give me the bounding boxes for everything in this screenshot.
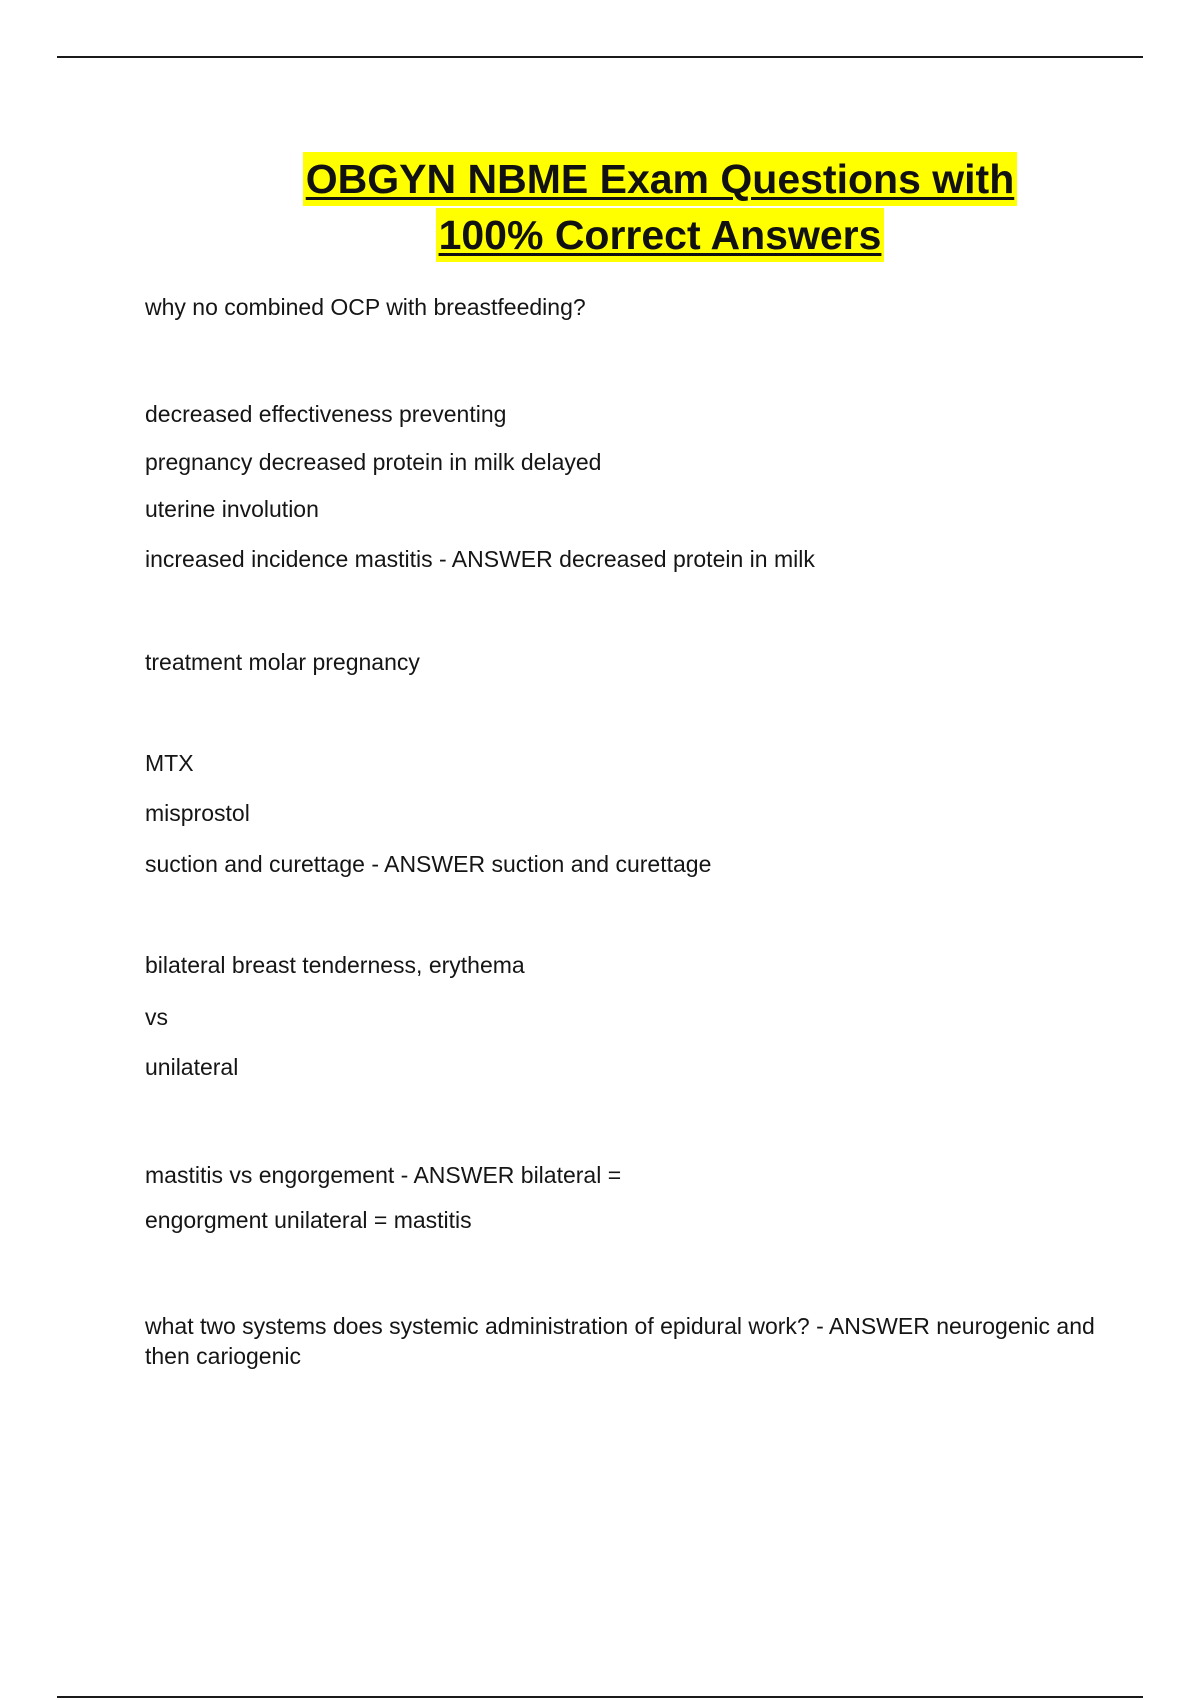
top-rule: [57, 56, 1143, 58]
option-text: misprostol: [145, 800, 250, 826]
answer-line: engorgment unilateral = mastitis: [145, 1207, 472, 1233]
question-answer-4: what two systems does systemic administration of epidural work? - ANSWER neurogenic and then cariogenic: [145, 1313, 1095, 1369]
option-text: MTX: [145, 750, 194, 776]
bottom-rule: [57, 1696, 1143, 1698]
question-3: bilateral breast tenderness, erythema: [145, 952, 525, 978]
question-text: unilateral: [145, 1054, 239, 1080]
title-line-2: 100% Correct Answers: [436, 208, 885, 262]
option-text: pregnancy decreased protein in milk delayed: [145, 449, 602, 475]
option-text: decreased effectiveness preventing: [145, 401, 507, 427]
option-text: uterine involution: [145, 496, 319, 522]
answer-line: mastitis vs engorgement - ANSWER bilateral =: [145, 1162, 622, 1188]
title-line-1: OBGYN NBME Exam Questions with: [303, 152, 1018, 206]
question-1: why no combined OCP with breastfeeding?: [145, 294, 586, 320]
question-2: treatment molar pregnancy: [145, 649, 420, 675]
answer-line: increased incidence mastitis - ANSWER decreased protein in milk: [145, 546, 815, 572]
answer-line: suction and curettage - ANSWER suction and curettage: [145, 851, 712, 877]
document-title: [0, 152, 1200, 264]
question-text: vs: [145, 1004, 168, 1030]
